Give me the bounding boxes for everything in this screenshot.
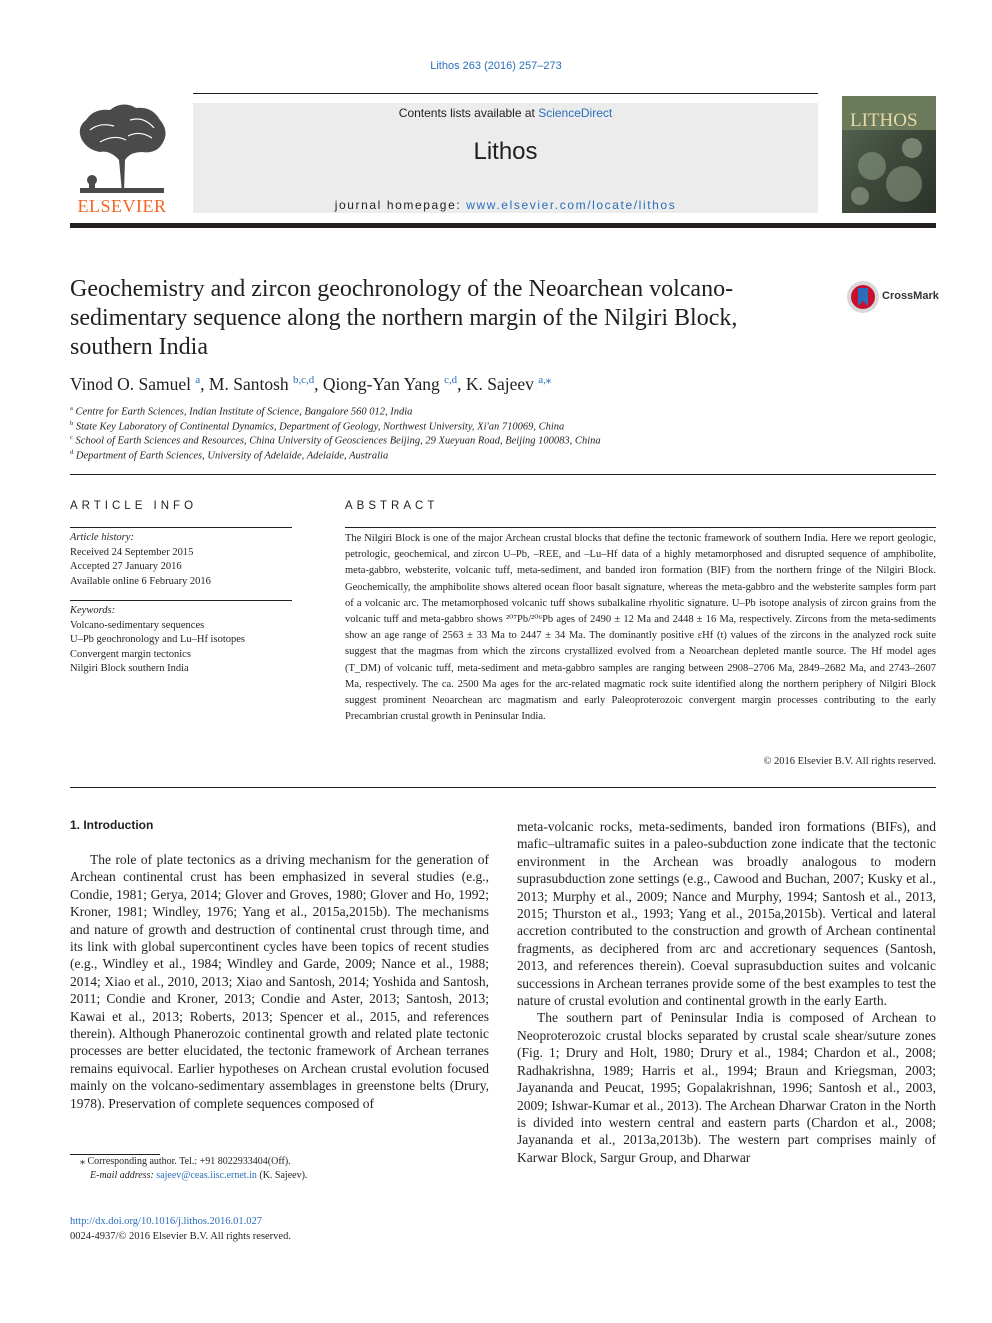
keyword: Nilgiri Block southern India	[70, 663, 189, 674]
body-column-right	[517, 818, 936, 1166]
homepage-link[interactable]: www.elsevier.com/locate/lithos	[466, 198, 677, 212]
issn-line: 0024-4937/© 2016 Elsevier B.V. All rights reserved.	[70, 1230, 291, 1242]
author[interactable]: Vinod O. Samuel $^a$	[70, 373, 201, 394]
keyword: U–Pb geochronology and Lu–Hf isotopes	[70, 634, 245, 645]
affiliation-rule	[70, 474, 936, 475]
keyword: Volcano-sedimentary sequences	[70, 619, 205, 631]
crossmark-label: CrossMark	[882, 290, 939, 302]
abstract-text: The Nilgiri Block is one of the major Archean crustal blocks that define the tectonic framework of southern India. Here we report geologic, petrologic, geochemical, and zircon U–Pb, –REE, and –Lu–Hf data of a highly metamorphosed and disrupted sequence of amphibolite, meta-gabbro, websterite, volcanic tuff, meta-sediment, and banded iron formation (BIF) from the northern fringe of the Nilgiri Block. Geochemically, the amphibolite shows altered ocean floor basalt signature, whereas the meta-gabbro and the websterite samples form part of a volcanic arc. The metamorphosed volcanic tuff shows subalkaline rhyolitic signature. U–Pb isotope analysis of zircon grains from the volcanic tuff and meta-gabbro shows ²⁰⁷Pb/²⁰⁶Pb ages of 2490 ± 12 Ma and 2448 ± 16 Ma, respectively. Zircons from the meta-sediments show an age range of 2563 ± 33 Ma to 2447 ± 34 Ma. The dominantly positive εHf (t) values of the zircons in the analyzed rock suite suggest that the magmas from which the zircons crystallized evolved from a Neoarchean depleted mantle source. The Hf model ages (T_DM) of volcanic tuff, meta-sediment and meta-gabbro samples are ranging between 2908–2706 Ma, 2849–2682 Ma, and 2743–2607 Ma, respectively. The ca. 2500 Ma ages for the arc-related magmatic rock suite identified along the northern periphery of Nilgiri Block suggest prominent Neoarchean arc magmatism and early Paleoproterozoic convergent margin processes contributing to the early Precambrian crustal growth in Peninsular India.	[345, 533, 936, 723]
affiliation: $^d$ Department of Earth Sciences, University of Adelaide, Adelaide, Australia	[70, 448, 389, 461]
intro-paragraph-1-cont: meta-volcanic rocks, meta-sediments, banded iron formations (BIFs), and mafic–ultramafic suites in a paleo-subduction zone indicate that the tectonic environment in the Archean was broadly analogous to modern suprasubduction zone settings (e.g., Cawood and Buchan, 2007; Kusky et al., 2013; Murphy et al., 2009; Nance and Murphy, 1994; Santosh et al., 2013, 2015; Thurston et al., 1993; Yang et al., 2015a,2015b). Vertical and lateral accretion contributed to the construction and growth of Archean continental fragments, as deciphered from arc and accretionary sequences (Santosh, 2013, and references therein). Coeval suprasubduction suites and volcanic successions in Archean terranes provide some of the best examples to test the nature of crustal evolution and continental growth in the early Earth.	[517, 819, 936, 1009]
keyword: Convergent margin tectonics	[70, 648, 191, 660]
section-heading-introduction: 1. Introduction	[70, 818, 154, 832]
header-top-rule	[193, 93, 818, 94]
contents-lists-line: Contents lists available at ScienceDirect	[398, 106, 613, 120]
abstract-copyright: © 2016 Elsevier B.V. All rights reserved.	[763, 756, 936, 767]
history-received: Received 24 September 2015	[70, 546, 194, 558]
author-email-link[interactable]: sajeev@ceas.iisc.ernet.in	[156, 1170, 257, 1181]
cover-title: LITHOS	[850, 110, 918, 131]
journal-homepage: journal homepage: www.elsevier.com/locate/lithos	[334, 198, 677, 212]
keywords-list: Keywords: Volcano-sedimentary sequences U–Pb geochronology and Lu–Hf isotopes Convergent margin tectonics Nilgiri Block southern India	[70, 604, 292, 677]
history-online: Available online 6 February 2016	[70, 575, 211, 587]
affiliation: $^b$ State Key Laboratory of Continental Dynamics, Department of Geology, Northwest University, Xi'an 710069, China	[70, 419, 565, 432]
sciencedirect-link[interactable]: ScienceDirect	[538, 106, 613, 120]
crossmark-icon	[846, 280, 880, 314]
doi-link[interactable]: http://dx.doi.org/10.1016/j.lithos.2016.01.027	[70, 1216, 263, 1227]
body-column-left	[70, 851, 489, 1112]
keywords-rule	[70, 600, 292, 601]
body-rule	[70, 787, 936, 788]
corresponding-author-footnote: ⁎ Corresponding author. Tel.: +91 8022933404(Off). E-mail address: sajeev@ceas.iisc.ernet.in (K. Sajeev).	[80, 1156, 308, 1181]
abstract-rule	[345, 527, 936, 528]
crossmark-badge[interactable]	[846, 280, 938, 316]
intro-paragraph-2: The southern part of Peninsular India is composed of Archean to Neoproterozoic crustal blocks separated by crustal scale shear/suture zones (Fig. 1; Drury and Holt, 1980; Drury et al., 1984; Chardon et al., 2008; Radhakrishna, 1989; Harris et al., 1994; Braun and Kriegsman, 2003; Jayananda and Peucat, 1995; Gopalakrishnan, 1996; Santosh et al., 2003, 2009; Ishwar-Kumar et al., 2013). The Archean Dharwar Craton in the North is divided into western central and eastern parts (Chardon et al., 2008; Jayananda et al., 2013a,2013b). The western part comprises mainly of Karwar Block, Sargur Group, and Dharwar	[517, 1010, 936, 1165]
abstract-heading: ABSTRACT	[345, 500, 439, 512]
author[interactable]: K. Sajeev $^{a,⁎}$	[465, 373, 552, 394]
author[interactable]: Qiong-Yan Yang $^{c,d}$	[322, 373, 458, 394]
elsevier-wordmark: ELSEVIER	[77, 196, 167, 216]
journal-title: Lithos	[473, 138, 538, 165]
article-info-rule	[70, 527, 292, 528]
header-thick-rule	[70, 223, 936, 228]
journal-citation[interactable]: Lithos 263 (2016) 257–273	[430, 60, 562, 72]
author-list: Vinod O. Samuel $^a$, M. Santosh $^{b,c,d}$, Qiong-Yan Yang $^{c,d}$, K. Sajeev $^{a,⁎}$	[70, 373, 552, 394]
author[interactable]: M. Santosh $^{b,c,d}$	[208, 373, 315, 394]
affiliation: $^c$ School of Earth Sciences and Resources, China University of Geosciences Beijing, 29 Xueyuan Road, Beijing 100083, China	[70, 434, 601, 447]
doi-block	[70, 1215, 291, 1244]
article-title: Geochemistry and zircon geochronology of the Neoarchean volcano-sedimentary sequence along the northern margin of the Nilgiri Block, southern India	[70, 276, 738, 360]
intro-paragraph-1: The role of plate tectonics as a driving mechanism for the generation of Archean continental crust has been emphasized in several studies (e.g., Condie, 1981; Gerya, 2014; Glover and Groves, 1980; Glover and Ho, 1992; Kroner, 1981; Windley, 1976; Yang et al., 2015a,2015b). The mechanisms and nature of growth and destruction of continental crust through time, and its link with global supercontinent cycles have been topics of recent studies (e.g., Windley et al., 1984; Windley and Garde, 2009; Nance et al., 1988; 2014; Xiao et al., 2010, 2013; Xiao and Santosh, 2014; Yoshida and Santosh, 2011; Condie and Kroner, 2013; Condie and Aster, 2013; Santosh, 2013; Kawai et al., 2013; Roberts, 2013; Spencer et al., 2015, and references therein). Although Phanerozoic continental growth and related plate tectonic processes are better elucidated, the tectonic framework of Archean terranes remains equivocal. Earlier hypotheses on Archean crustal evolution focused mainly on the volcano-sedimentary assemblages in greenstone belts (Drury, 1978). Preservation of complete sequences composed of	[70, 852, 489, 1111]
article-history: Article history: Received 24 September 2015 Accepted 27 January 2016 Available online 6 February 2016	[70, 531, 292, 589]
journal-cover-image	[842, 96, 936, 213]
history-accepted: Accepted 27 January 2016	[70, 561, 182, 572]
affiliation: $^a$ Centre for Earth Sciences, Indian Institute of Science, Bangalore 560 012, India	[70, 405, 413, 418]
article-info-heading: ARTICLE INFO	[70, 500, 198, 512]
